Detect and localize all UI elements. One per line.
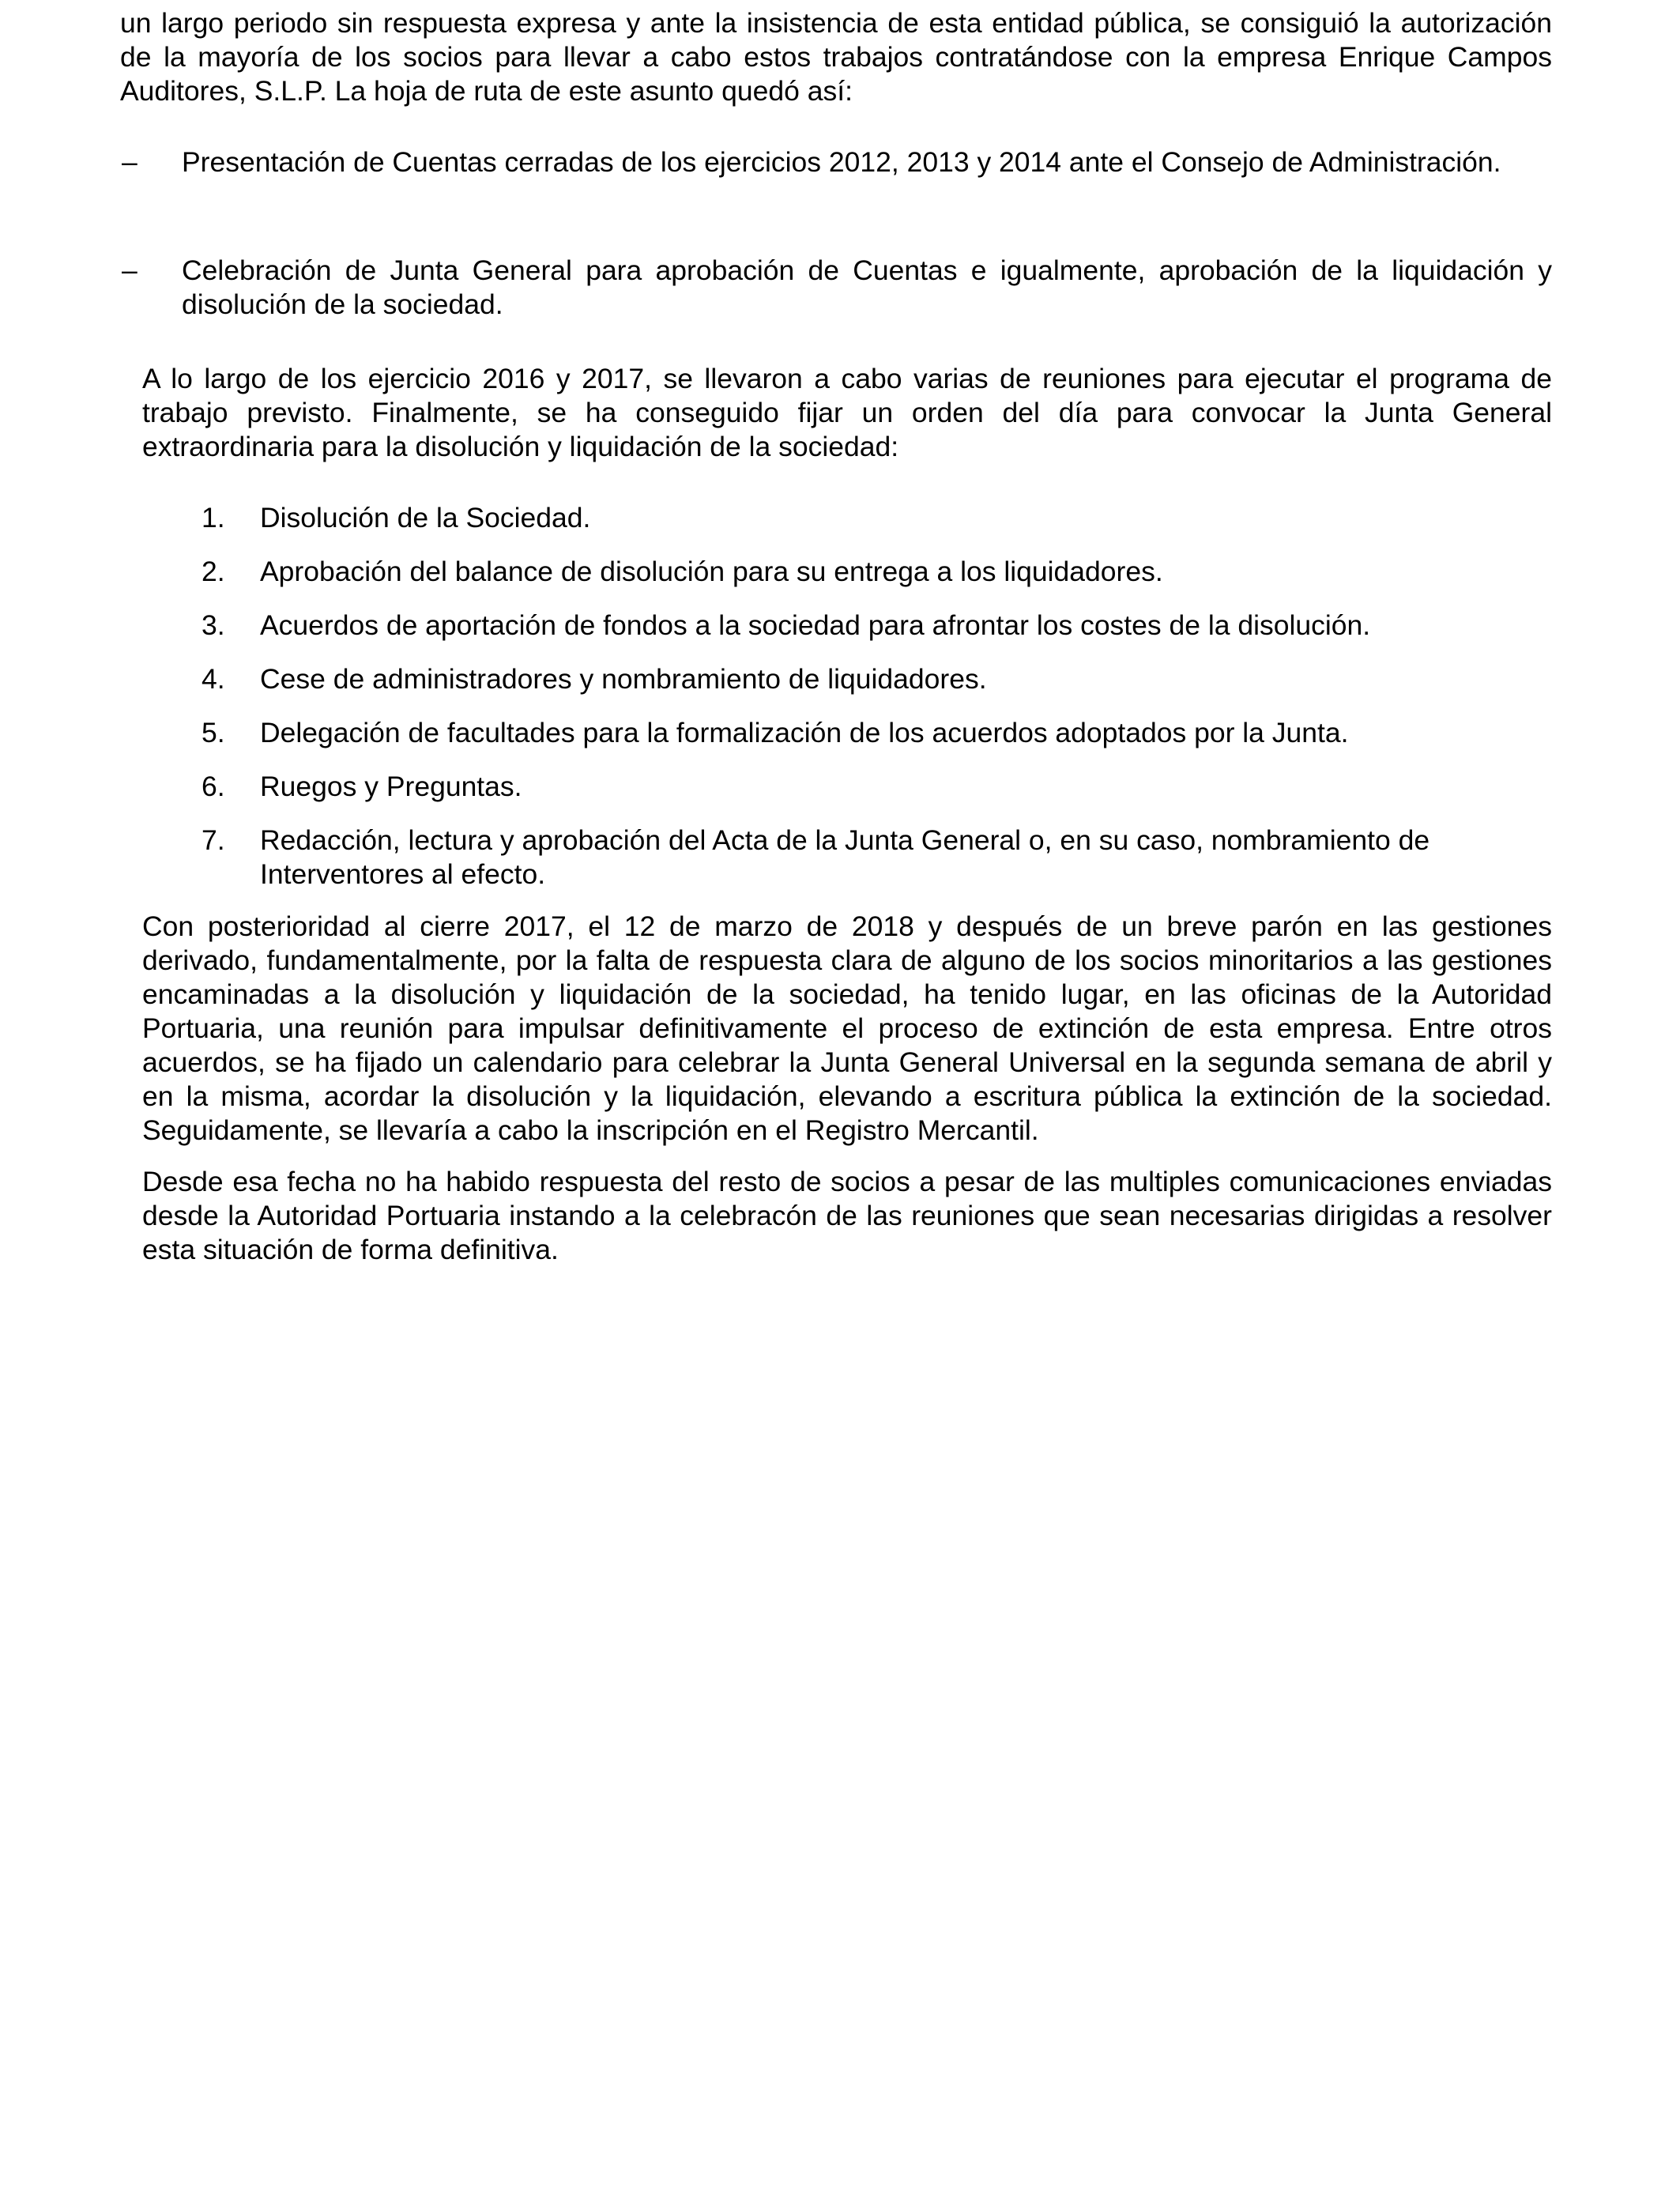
agenda-list-item — [202, 501, 1552, 535]
agenda-item-text: Redacción, lectura y aprobación del Acta de la Junta General o, en su caso, nombramiento de Interventores al efecto. — [260, 824, 1430, 890]
agenda-item-text: Acuerdos de aportación de fondos a la sociedad para afrontar los costes de la disolución. — [260, 609, 1371, 641]
agenda-item-text: Disolución de la Sociedad. — [260, 502, 591, 533]
agenda-item-text: Delegación de facultades para la formalización de los acuerdos adoptados por la Junta. — [260, 717, 1349, 748]
dash-list-item — [120, 254, 1552, 322]
closing-paragraph: Desde esa fecha no ha habido respuesta del resto de socios a pesar de las multiples comunicaciones enviadas desde la Autoridad Portuaria instando a la celebracón de las reuniones que sean necesarias dirigidas a resolver esta situación de forma definitiva. — [142, 1166, 1552, 1265]
agenda-list-item — [202, 555, 1552, 589]
agenda-item-text: Aprobación del balance de disolución para su entrega a los liquidadores. — [260, 556, 1163, 587]
agenda-item-text: Ruegos y Preguntas. — [260, 771, 522, 802]
agenda-item-text: Cese de administradores y nombramiento de liquidadores. — [260, 663, 987, 695]
agenda-list-item — [202, 824, 1552, 892]
agenda-item-number: 4. — [202, 663, 225, 695]
agenda-list-item — [202, 662, 1552, 696]
dash-list-item — [120, 145, 1552, 179]
agenda-intro-paragraph: A lo largo de los ejercicio 2016 y 2017, se llevaron a cabo varias de reuniones para ejecutar el programa de trabajo previsto. Finalmente, se ha conseguido fijar un orden del día para convocar la Junta General extraordinaria para la disolución y liquidación de la sociedad: — [142, 363, 1552, 462]
agenda-item-number: 7. — [202, 824, 225, 856]
agenda-item-number: 2. — [202, 556, 225, 587]
dash-bullet-marker: – — [122, 146, 137, 178]
agenda-item-number: 6. — [202, 771, 225, 802]
agenda-item-number: 5. — [202, 717, 225, 748]
intro-paragraph: un largo periodo sin respuesta expresa y ante la insistencia de esta entidad pública, se consiguió la autorización de la mayoría de los socios para llevar a cabo estos trabajos contratándose con la empresa Enrique Campos Auditores, S.L.P. La hoja de ruta de este asunto quedó así: — [120, 7, 1552, 107]
agenda-list-item — [202, 609, 1552, 643]
dash-list-item-text: Presentación de Cuentas cerradas de los ejercicios 2012, 2013 y 2014 ante el Consejo de Administración. — [182, 146, 1501, 178]
dash-list-item-text: Celebración de Junta General para aprobación de Cuentas e igualmente, aprobación de la liquidación y disolución de la sociedad. — [182, 254, 1552, 320]
agenda-list-item — [202, 716, 1552, 750]
agenda-list-item — [202, 770, 1552, 804]
posterior-paragraph: Con posterioridad al cierre 2017, el 12 de marzo de 2018 y después de un breve parón en las gestiones derivado, fundamentalmente, por la falta de respuesta clara de alguno de los socios minoritarios a las gestiones encaminadas a la disolución y liquidación de la sociedad, ha tenido lugar, en las oficinas de la Autoridad Portuaria, una reunión para impulsar definitivamente el proceso de extinción de esta empresa. Entre otros acuerdos, se ha fijado un calendario para celebrar la Junta General Universal en la segunda semana de abril y en la misma, acordar la disolución y la liquidación, elevando a escritura pública la extinción de la sociedad. Seguidamente, se llevaría a cabo la inscripción en el Registro Mercantil. — [142, 910, 1552, 1146]
agenda-item-number: 1. — [202, 502, 225, 533]
agenda-item-number: 3. — [202, 609, 225, 641]
dash-bullet-marker: – — [122, 254, 137, 286]
